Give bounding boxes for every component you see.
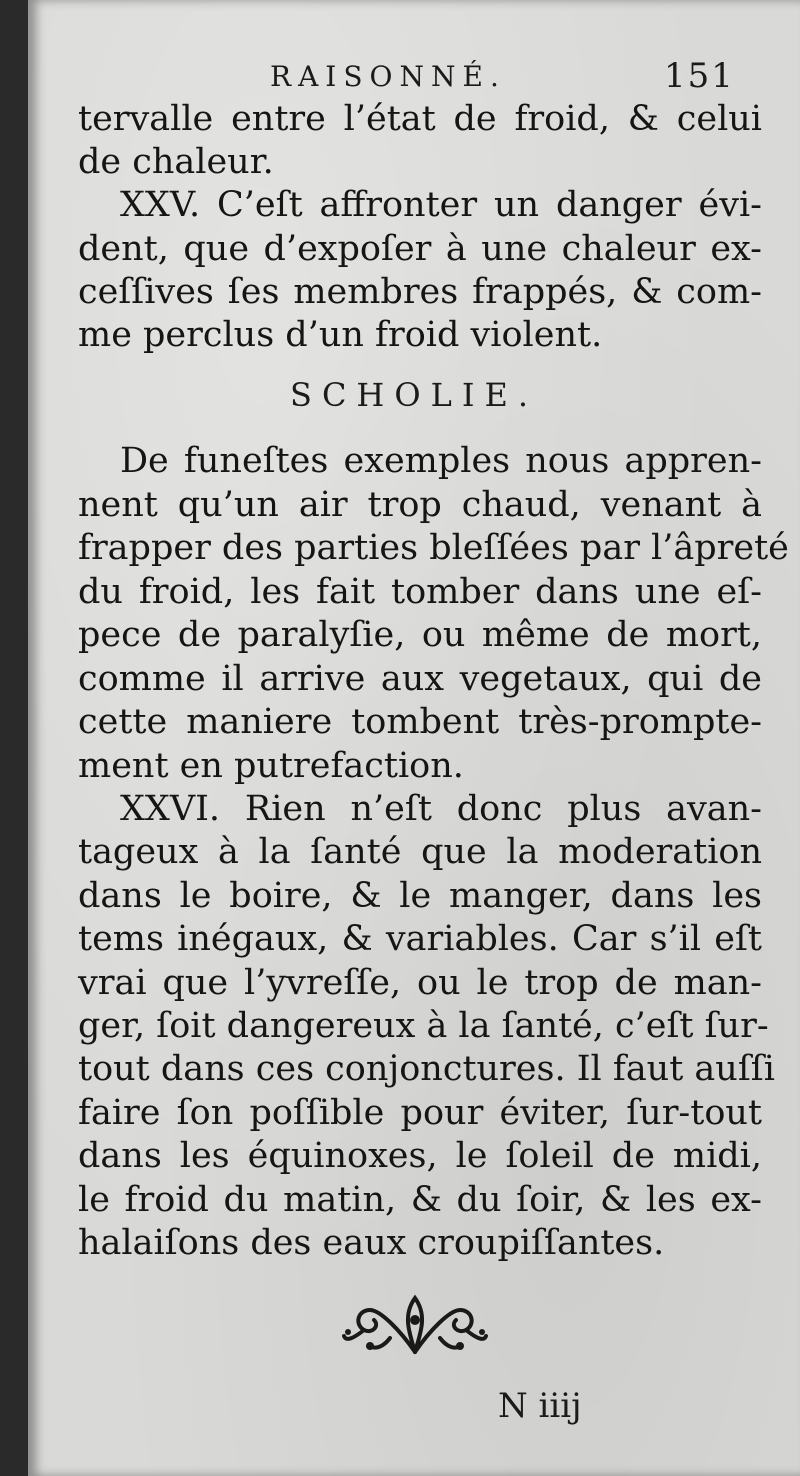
floral-ornament-icon <box>340 1290 490 1360</box>
section-heading: SCHOLIE. <box>290 376 538 414</box>
page-header <box>28 56 800 96</box>
text-line: tems inégaux, & variables. Car s’il eſt <box>78 919 762 960</box>
page-number: 151 <box>664 56 735 96</box>
text-line: cette maniere tombent très-prompte- <box>78 702 762 742</box>
text-line: XXV. C’eſt affronter un danger évi- <box>120 185 762 226</box>
text-line: tageux à la ſanté que la moderation <box>78 832 762 873</box>
text-line: me perclus d’un froid violent. <box>78 315 603 356</box>
text-line: ment en putrefaction. <box>78 745 464 786</box>
text-line: De funeſtes exemples nous appren- <box>120 441 762 481</box>
text-line: halaiſons des eaux croupiſſantes. <box>78 1223 665 1264</box>
signature-mark: N iiij <box>498 1386 582 1426</box>
text-line: XXVI. Rien n’eſt donc plus avan- <box>120 789 762 829</box>
text-line: ger, ſoit dangereux à la ſanté, c’eſt ſur- <box>78 1006 769 1047</box>
text-line: du froid, les fait tomber dans une eſ- <box>78 571 762 612</box>
text-block-bottom <box>78 788 775 1265</box>
book-page <box>28 0 800 1476</box>
text-line: vrai que l’yvreſſe, ou le trop de man- <box>78 962 762 1003</box>
text-line: faire ſon poſſible pour éviter, ſur-tout <box>78 1092 762 1133</box>
text-line: de chaleur. <box>78 142 274 183</box>
text-block-top <box>78 98 762 357</box>
scholie-paragraph <box>78 440 789 788</box>
text-line: ceſſives ſes membres frappés, & com- <box>78 271 762 312</box>
text-line: nent qu’un air trop chaud, venant à <box>78 484 762 525</box>
text-line: le froid du matin, & du ſoir, & les ex- <box>78 1179 762 1220</box>
text-line: dans les équinoxes, le ſoleil de midi, <box>78 1136 762 1177</box>
text-line: dent, que d’expoſer à une chaleur ex- <box>78 228 762 269</box>
text-line: tout dans ces conjonctures. Il faut auſſi <box>78 1049 775 1090</box>
running-head: RAISONNÉ. <box>270 60 506 93</box>
text-line: dans le boire, & le manger, dans les <box>78 875 762 916</box>
text-line: comme il arrive aux vegetaux, qui de <box>78 658 762 699</box>
text-line: frapper des parties bleſſées par l’âpreté <box>78 528 789 568</box>
text-line: tervalle entre l’état de froid, & celui <box>78 99 762 139</box>
text-line: pece de paralyſie, ou même de mort, <box>78 615 762 655</box>
